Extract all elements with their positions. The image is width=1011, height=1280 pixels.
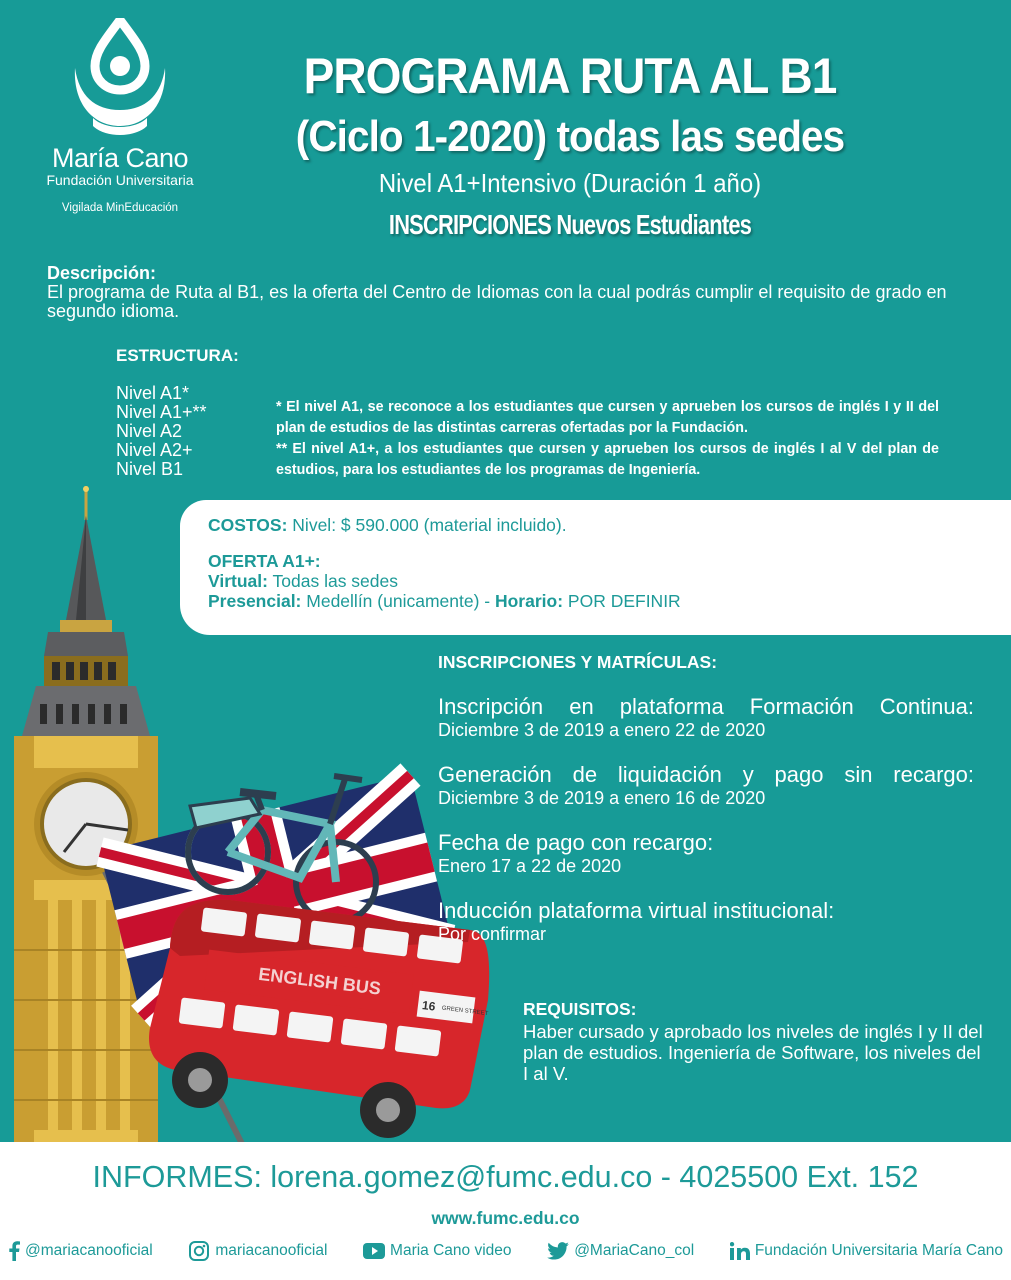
costos-value: Nivel: $ 590.000 (material incluido). [292, 515, 567, 535]
level-item: Nivel B1 [116, 459, 184, 479]
inscripciones-subtitle: INSCRIPCIONES Nuevos Estudiantes [388, 209, 752, 240]
big-ben-icon [14, 486, 158, 1142]
costos-section [208, 515, 988, 611]
social-text: @MariaCano_col [574, 1242, 695, 1259]
virtual-value: Todas las sedes [272, 571, 399, 591]
linkedin-icon [730, 1242, 750, 1260]
social-bar [0, 1240, 1011, 1262]
social-twitter[interactable] [547, 1242, 694, 1260]
page-title: PROGRAMA RUTA AL B1 [303, 48, 837, 104]
level-item: Nivel A1* [116, 383, 190, 403]
logo [30, 18, 210, 214]
social-facebook[interactable] [8, 1241, 153, 1261]
level-subtitle: Nivel A1+Intensivo (Duración 1 año) [378, 168, 762, 198]
twitter-icon [547, 1242, 569, 1260]
bus-sign: GREEN STREET [441, 1005, 489, 1018]
bus-text: ENGLISH BUS [257, 963, 382, 999]
horario-value: POR DEFINIR [567, 591, 681, 611]
presencial-value: Medellín (unicamente) - [306, 591, 491, 611]
recargo-value: Enero 17 a 22 de 2020 [438, 856, 622, 876]
level-item: Nivel A1+** [116, 402, 207, 422]
logo-vigilada: Vigilada MinEducación [61, 202, 179, 214]
bus-number: 16 [421, 998, 437, 1014]
requisitos-section [523, 997, 983, 1084]
informes-contact: INFORMES: lorena.gomez@fumc.edu.co - 4025500 Ext. 152 [92, 1160, 919, 1194]
social-text: Maria Cano video [390, 1242, 512, 1259]
structure-heading: ESTRUCTURA: [116, 346, 239, 365]
inscripcion-label: Inscripción en plataforma Formación Continua: [438, 694, 974, 719]
requisitos-text: Haber cursado y aprobado los niveles de inglés I y II del plan de estudios. Ingeniería de Software, los niveles del I al V. [523, 1021, 983, 1084]
level-item: Nivel A2+ [116, 440, 193, 460]
horario-label: Horario: [494, 591, 564, 611]
page-subtitle: (Ciclo 1-2020) todas las sedes [295, 112, 845, 161]
social-text: mariacanooficial [215, 1242, 328, 1259]
note-a1plus: ** El nivel A1+, a los estudiantes que cursen y aprueben los cursos de inglés I al V del plan de estudios, para los estudiantes de los programas de Ingeniería. [276, 441, 939, 478]
note-a1: * El nivel A1, se reconoce a los estudiantes que cursen y aprueben los cursos de inglés I y II del plan de estudios de las distintas carreras ofertadas por la Fundación. [276, 399, 939, 436]
facebook-icon [8, 1241, 20, 1261]
instagram-icon [188, 1240, 210, 1262]
website-link[interactable]: www.fumc.edu.co [431, 1208, 580, 1228]
structure-notes [276, 397, 939, 481]
social-youtube[interactable] [363, 1242, 511, 1260]
description-section [47, 264, 967, 321]
induccion-value: Por confirmar [438, 924, 547, 944]
description-heading: Descripción: [47, 263, 157, 283]
costos-label: COSTOS: [208, 515, 288, 535]
inscripcion-value: Diciembre 3 de 2019 a enero 22 de 2020 [438, 720, 766, 740]
induccion-label: Inducción plataforma virtual institucional: [438, 898, 835, 923]
social-text: @mariacanooficial [25, 1242, 153, 1259]
liquidacion-label: Generación de liquidación y pago sin recargo: [438, 762, 974, 787]
level-item: Nivel A2 [116, 421, 183, 441]
inscripciones-section [438, 652, 974, 967]
requisitos-heading: REQUISITOS: [523, 999, 637, 1019]
logo-symbol-icon [65, 18, 175, 142]
oferta-heading: OFERTA A1+: [208, 551, 321, 571]
logo-subtitle: Fundación Universitaria [46, 172, 194, 188]
social-linkedin[interactable] [730, 1242, 1003, 1260]
description-text: El programa de Ruta al B1, es la oferta del Centro de Idiomas con la cual podrás cumplir el requisito de grado en segundo idioma. [47, 282, 947, 321]
social-instagram[interactable] [188, 1240, 327, 1262]
inscripciones-heading: INSCRIPCIONES Y MATRÍCULAS: [438, 652, 718, 672]
recargo-label: Fecha de pago con recargo: [438, 830, 714, 855]
logo-name: María Cano [51, 143, 189, 173]
liquidacion-value: Diciembre 3 de 2019 a enero 16 de 2020 [438, 788, 766, 808]
social-text: Fundación Universitaria María Cano [754, 1242, 1003, 1259]
levels-list [116, 384, 207, 479]
youtube-icon [363, 1243, 385, 1259]
virtual-label: Virtual: [208, 571, 268, 591]
presencial-label: Presencial: [208, 591, 302, 611]
